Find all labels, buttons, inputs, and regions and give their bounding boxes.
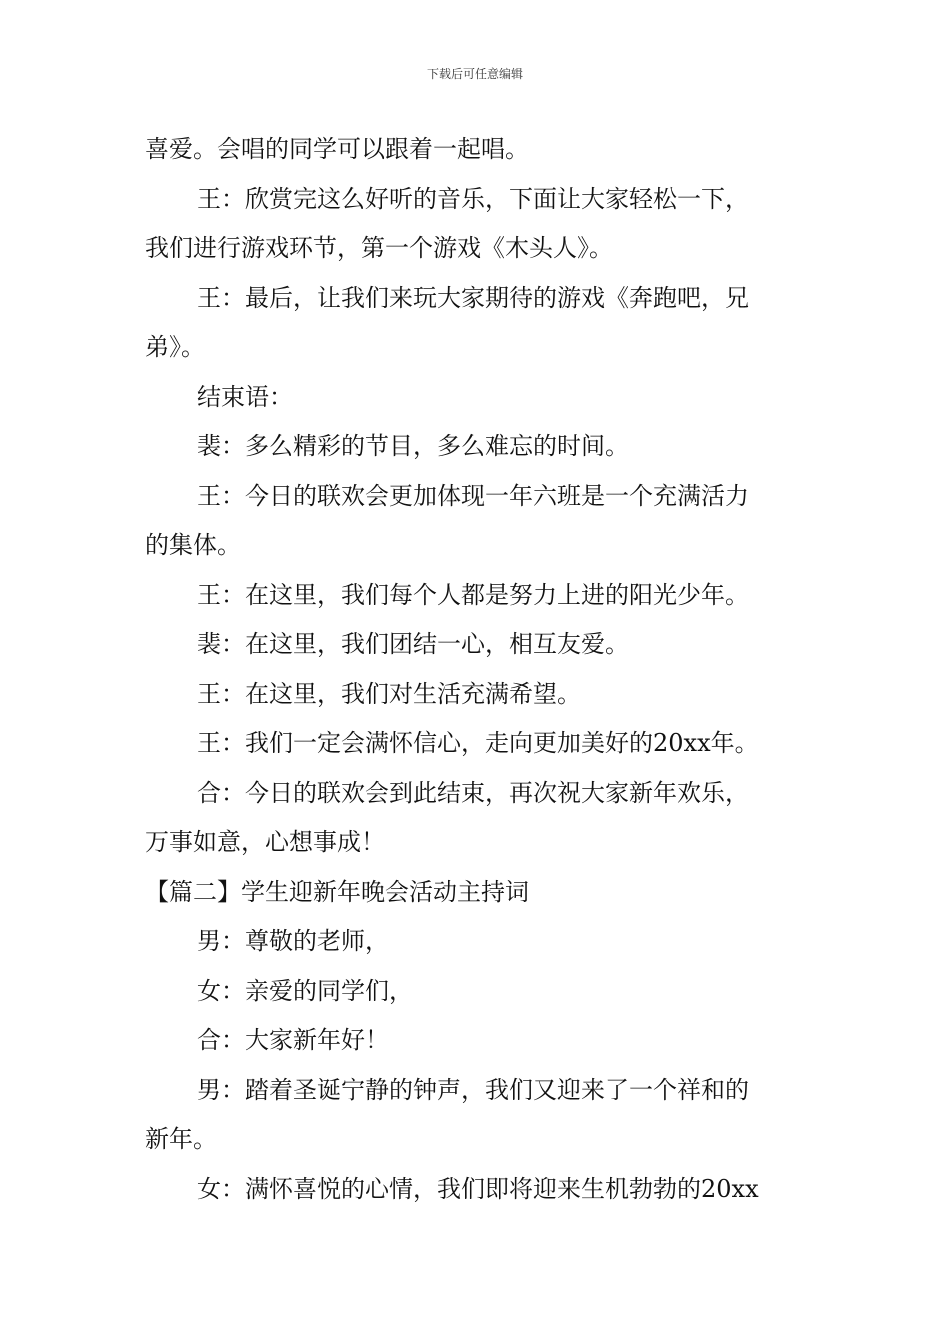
text-line: 裴：多么精彩的节目，多么难忘的时间。: [197, 432, 629, 460]
text-line: 合：今日的联欢会到此结束，再次祝大家新年欢乐，: [197, 778, 749, 807]
text-line: 合：大家新年好！: [197, 1026, 389, 1054]
text-line: 我们进行游戏环节，第一个游戏《木头人》。: [145, 234, 613, 262]
section-label: 结束语：: [197, 382, 293, 411]
text-line: 王：我们一定会满怀信心，走向更加美好的20xx年。: [197, 729, 759, 757]
text-line: 男：踏着圣诞宁静的钟声，我们又迎来了一个祥和的: [197, 1075, 749, 1104]
text-line: 王：最后，让我们来玩大家期待的游戏《奔跑吧，兄: [197, 283, 749, 312]
text-line: 新年。: [145, 1125, 217, 1153]
text-line: 王：今日的联欢会更加体现一年六班是一个充满活力: [197, 481, 749, 510]
text-line: 弟》。: [145, 333, 205, 361]
page-header: 下载后可任意编辑: [426, 67, 523, 81]
text-line: 王：欣赏完这么好听的音乐，下面让大家轻松一下，: [197, 184, 749, 213]
text-line: 男：尊敬的老师，: [197, 927, 389, 955]
text-line: 王：在这里，我们每个人都是努力上进的阳光少年。: [197, 580, 749, 609]
text-line: 喜爱。会唱的同学可以跟着一起唱。: [145, 135, 529, 163]
section-heading: 【篇二】学生迎新年晚会活动主持词: [145, 877, 529, 906]
document-body: [145, 125, 809, 1214]
text-line: 女：满怀喜悦的心情，我们即将迎来生机勃勃的20xx: [197, 1174, 759, 1203]
text-line: 女：亲爱的同学们，: [197, 976, 413, 1005]
text-line: 裴：在这里，我们团结一心，相互友爱。: [197, 630, 629, 658]
text-line: 的集体。: [145, 531, 241, 559]
text-line: 王：在这里，我们对生活充满希望。: [197, 679, 581, 708]
text-line: 万事如意，心想事成！: [145, 828, 385, 856]
